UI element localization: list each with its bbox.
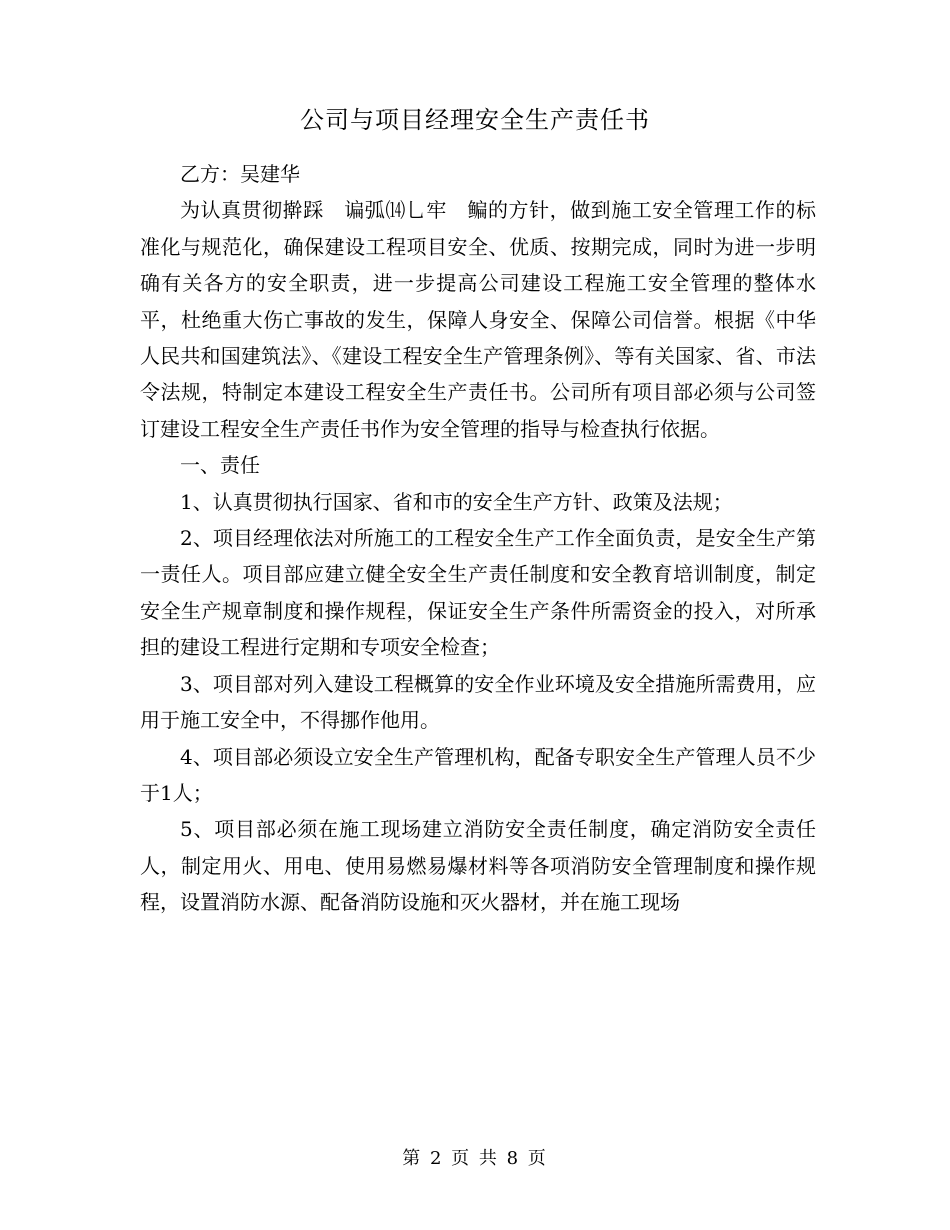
paragraph-intro: 为认真贯彻擀踩 谝弧⒁乚牢 鳊的方针，做到施工安全管理工作的标准化与规范化，确保建设工程项目安全、优质、按期完成，同时为进一步明确有关各方的安全职责，进一步提高公司建设工程施工安全管理的整体水平，杜绝重大伤亡事故的发生，保障人身安全、保障公司信誉。根据《中华人民共和国建筑法》、《建设工程安全生产管理条例》、等有关国家、省、市法令法规，特制定本建设工程安全生产责任书。公司所有项目部必须与公司签订建设工程安全生产责任书作为安全管理的指导与检查执行依据。 bbox=[140, 198, 816, 441]
paragraph-item-3: 3、项目部对列入建设工程概算的安全作业环境及安全措施所需费用，应用于施工安全中，不得挪作他用。 bbox=[140, 671, 816, 733]
party-b-line: 乙方：吴建华 bbox=[180, 162, 300, 186]
section-heading-responsibility: 一、责任 bbox=[180, 453, 260, 478]
paragraph-item-5: 5、项目部必须在施工现场建立消防安全责任制度，确定消防安全责任人，制定用火、用电、使用易燃易爆材料等各项消防安全管理制度和操作规程，设置消防水源、配备消防设施和灭火器材，并在施工现场 bbox=[140, 817, 816, 915]
paragraph-item-4: 4、项目部必须设立安全生产管理机构，配备专职安全生产管理人员不少于1人； bbox=[140, 744, 816, 805]
document-title: 公司与项目经理安全生产责任书 bbox=[300, 106, 650, 134]
document-body bbox=[140, 156, 816, 921]
page-number-footer: 第 2 页 共 8 页 bbox=[402, 1148, 548, 1169]
paragraph-item-2: 2、项目经理依法对所施工的工程安全生产工作全面负责，是安全生产第一责任人。项目部应建立健全安全生产责任制度和安全教育培训制度，制定安全生产规章制度和操作规程，保证安全生产条件所需资金的投入，对所承担的建设工程进行定期和专项安全检查； bbox=[140, 526, 816, 660]
paragraph-item-1: 1、认真贯彻执行国家、省和市的安全生产方针、政策及法规； bbox=[180, 489, 733, 514]
